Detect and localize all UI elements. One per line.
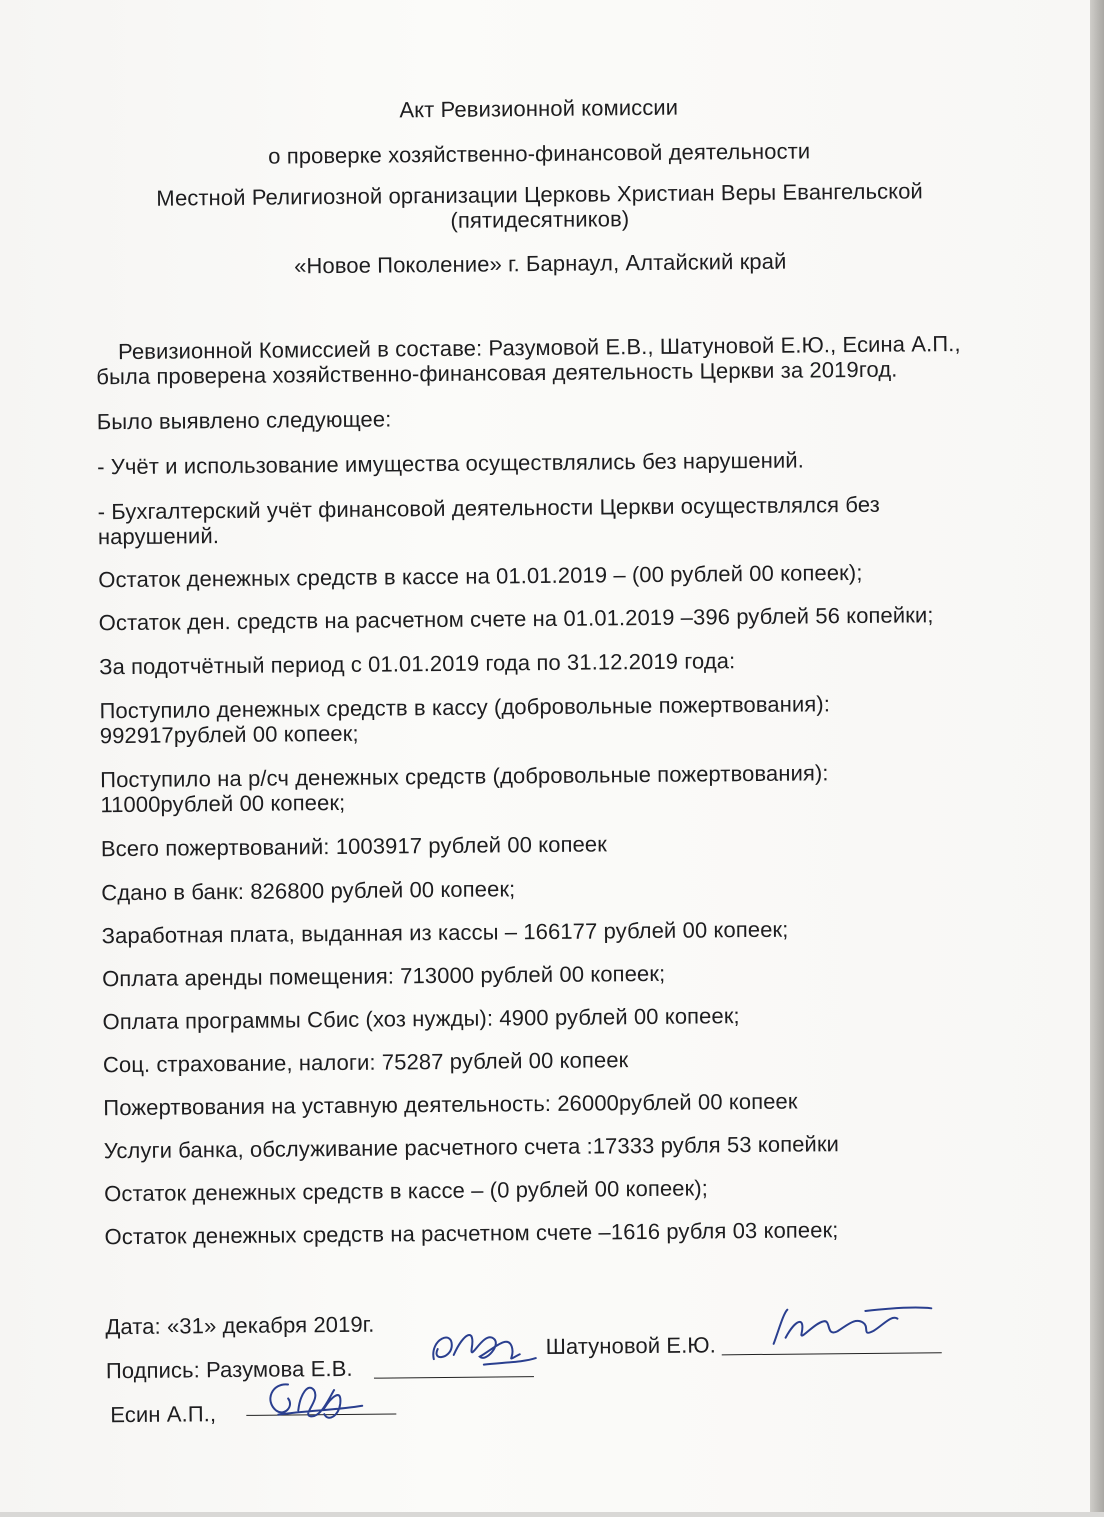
account-receipts-line-1: Поступило на р/сч денежных средств (добровольные пожертвования): (100, 760, 829, 793)
salary-expense: Заработная плата, выданная из кассы – 166177 рублей 00 копеек; (101, 916, 789, 949)
closing-cash-balance: Остаток денежных средств в кассе – (0 рублей 00 копеек); (104, 1175, 709, 1207)
member-shatunova: Шатуновой Е.Ю. (545, 1332, 717, 1360)
title-line-2: о проверке хозяйственно-финансовой деятельности (268, 138, 811, 169)
title-line-1: Акт Ревизионной комиссии (399, 94, 679, 123)
member-esin: Есин А.П., (110, 1401, 217, 1428)
title-line-3: Местной Религиозной организации Церковь Христиан Веры Евангельской (156, 178, 923, 211)
statutory-donations: Пожертвования на уставную деятельность: 26000рублей 00 копеек (103, 1088, 798, 1121)
title-line-4: (пятидесятников) (450, 206, 630, 233)
intro-line-2: была проверена хозяйственно-финансовая деятельность Церкви за 2019год. (96, 356, 898, 390)
finding-accounting-line-2: нарушений. (97, 523, 220, 550)
bank-deposit: Сдано в банк: 826800 рублей 00 копеек; (101, 876, 516, 906)
signature-razumova-icon (423, 1318, 544, 1383)
total-donations: Всего пожертвований: 1003917 рублей 00 копеек (100, 831, 608, 862)
signature-esin-icon (258, 1370, 369, 1431)
social-tax-expense: Соц. страхование, налоги: 75287 рублей 00 копеек (102, 1047, 629, 1078)
bank-services-expense: Услуги банка, обслуживание расчетного счета :17333 рубля 53 копейки (103, 1131, 840, 1164)
account-receipts-line-2: 11000рублей 00 копеек; (100, 789, 346, 818)
opening-cash-balance: Остаток денежных средств в кассе на 01.01.2019 – (00 рублей 00 копеек); (98, 559, 863, 593)
finding-property: - Учёт и использование имущества осуществлялись без нарушений. (97, 447, 805, 480)
finding-accounting-line-1: - Бухгалтерский учёт финансовой деятельности Церкви осуществлялся без (97, 491, 880, 525)
cash-receipts-line-2: 992917рублей 00 копеек; (99, 720, 359, 749)
rent-expense: Оплата аренды помещения: 713000 рублей 00 копеек; (101, 960, 666, 992)
closing-account-balance: Остаток денежных средств на расчетном счете –1616 рубля 03 копеек; (104, 1217, 839, 1250)
act-date: Дата: «31» декабря 2019г. (105, 1311, 375, 1340)
cash-receipts-line-1: Поступило денежных средств в кассу (добровольные пожертвования): (99, 691, 831, 724)
intro-line-1: Ревизионной Комиссией в составе: Разумовой Е.В., Шатуновой Е.Ю., Есина А.П., (117, 330, 961, 365)
signature-shatunova-icon (765, 1296, 936, 1358)
findings-heading: Было выявлено следующее: (96, 406, 392, 435)
reporting-period: За подотчётный период с 01.01.2019 года по 31.12.2019 года: (99, 648, 736, 680)
opening-account-balance: Остаток ден. средств на расчетном счете на 01.01.2019 –396 рублей 56 копейки; (98, 602, 934, 636)
signature-label: Подпись: Разумова Е.В. (105, 1355, 353, 1384)
title-line-5: «Новое Поколение» г. Барнаул, Алтайский край (294, 248, 787, 279)
sbis-expense: Оплата программы Сбис (хоз нужды): 4900 рублей 00 копеек; (102, 1003, 740, 1035)
